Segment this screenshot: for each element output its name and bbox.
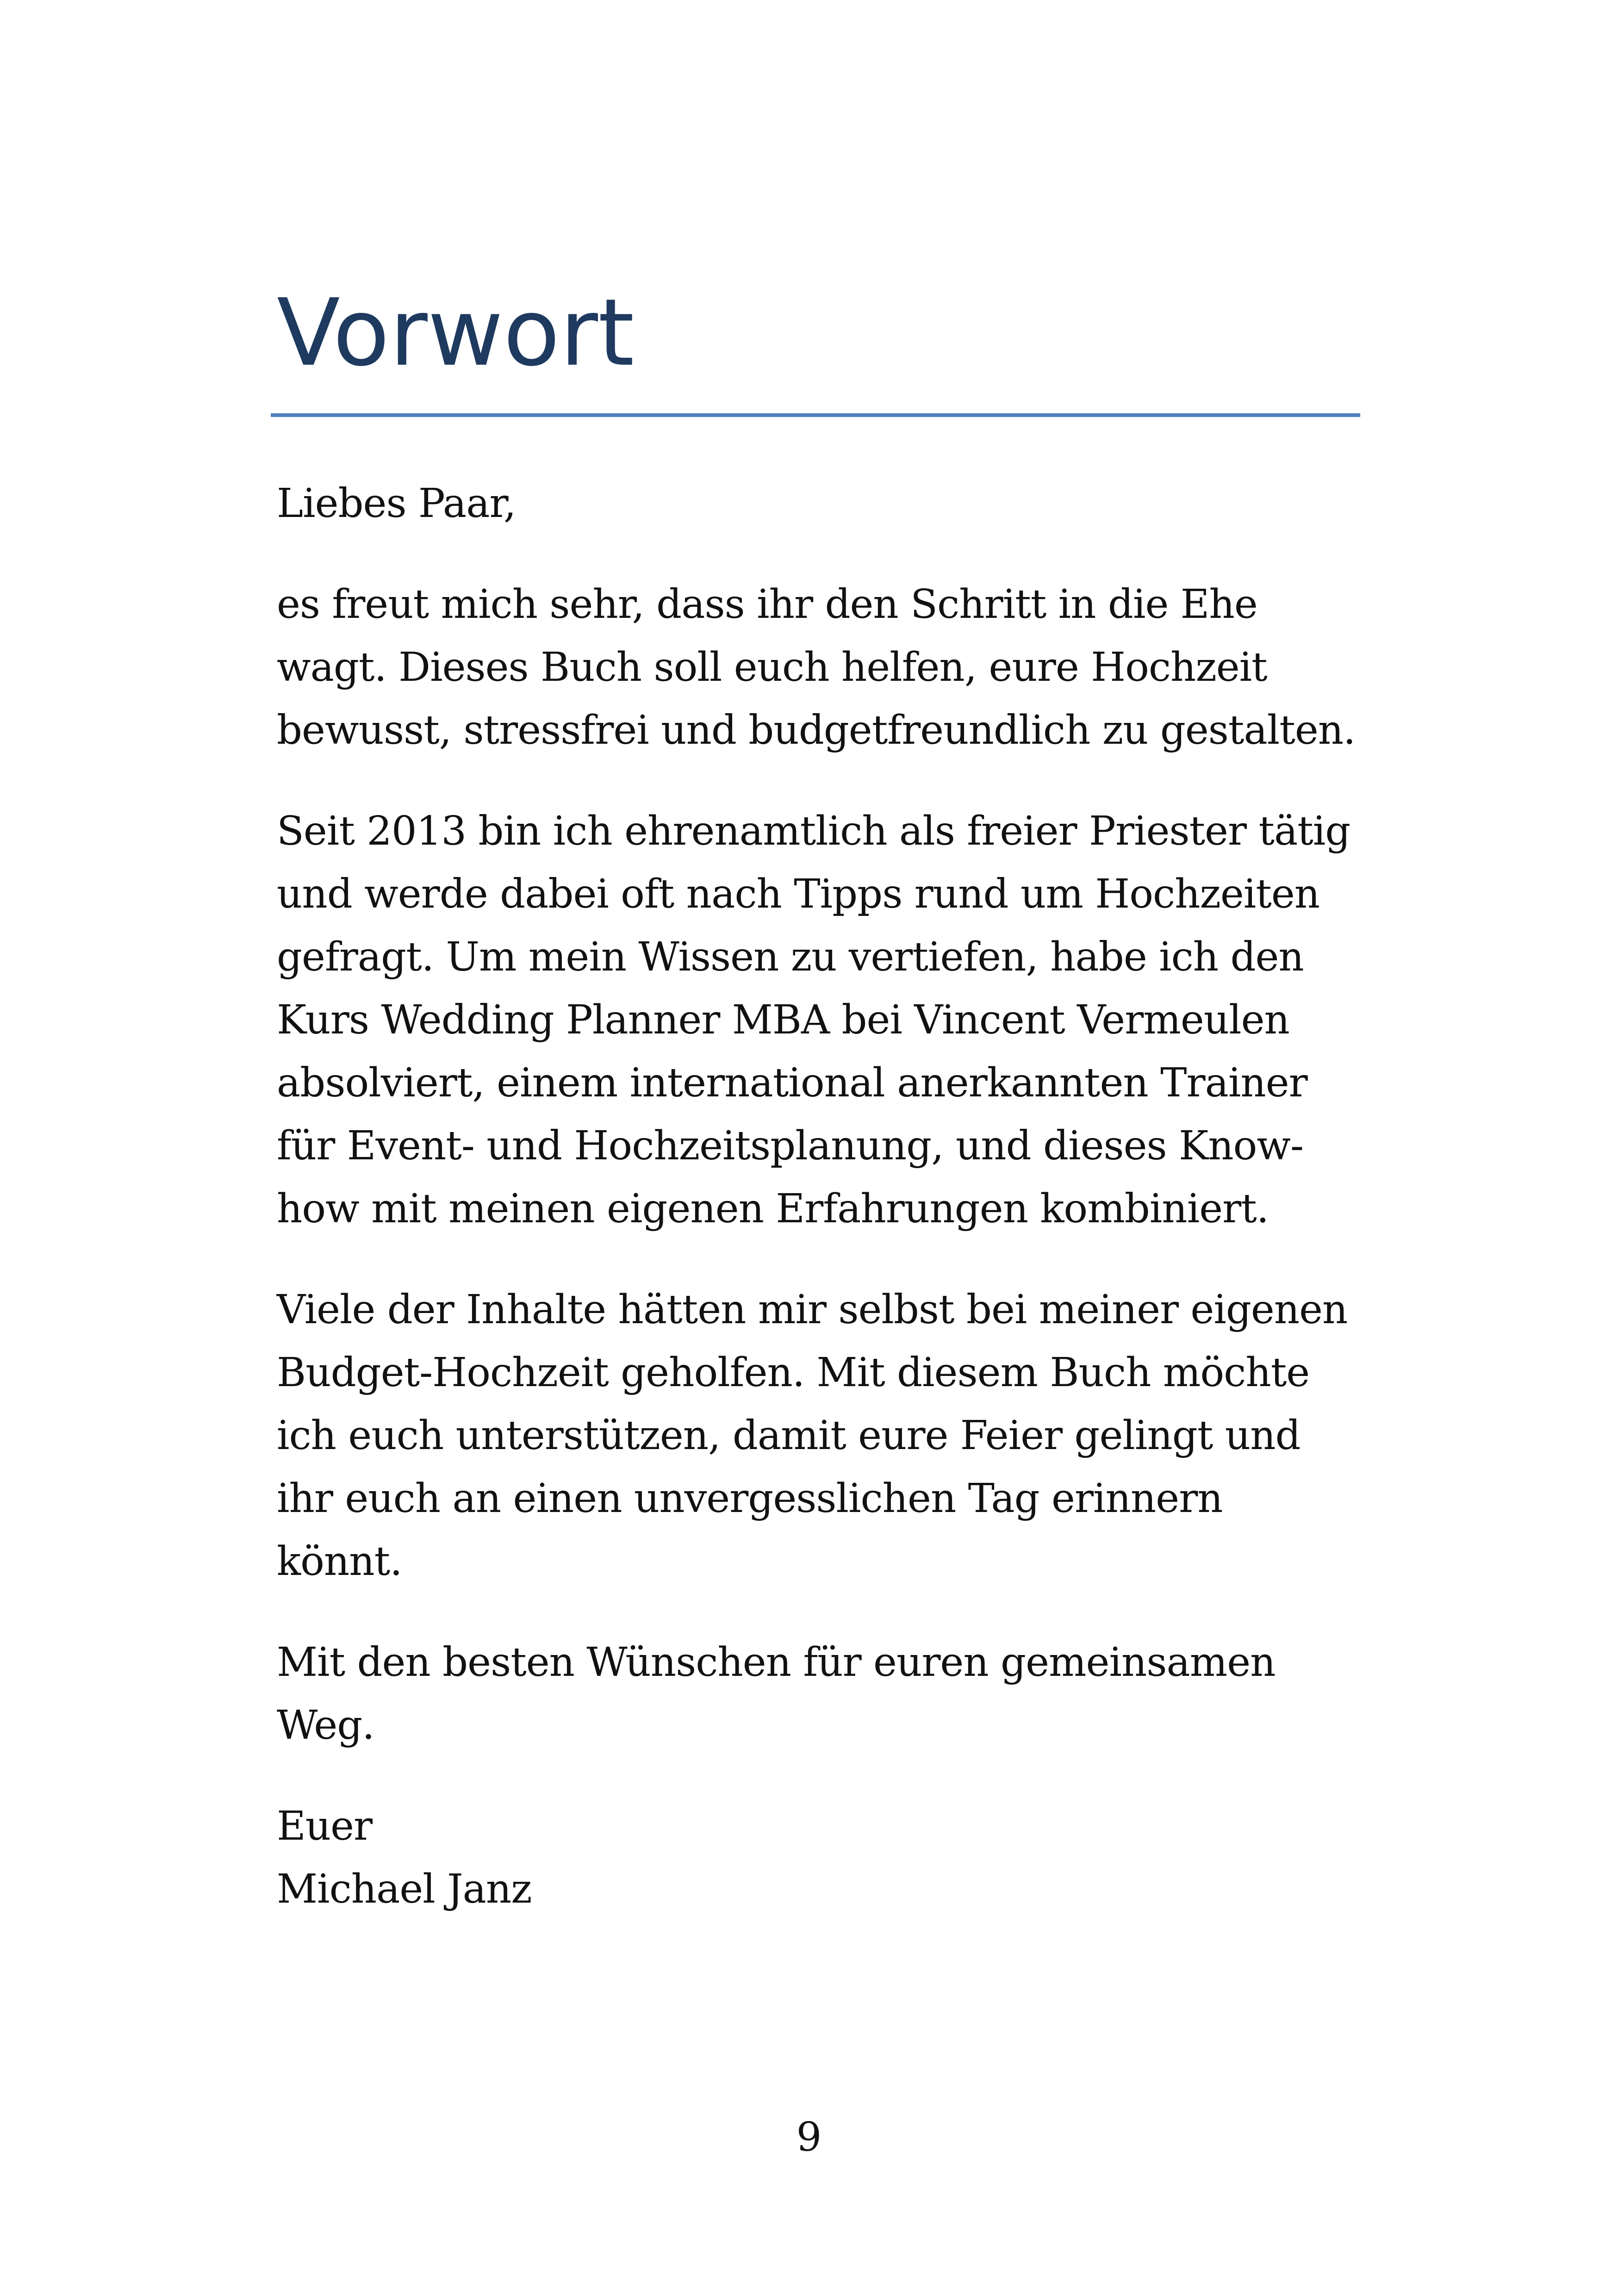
text-line: absolviert, einem international anerkannten Trainer [277,1060,1307,1106]
paragraph-background [277,800,1378,1240]
text-line: Kurs Wedding Planner MBA bei Vincent Vermeulen [277,997,1289,1043]
page-number: 9 [796,2114,822,2160]
chapter-title: Vorwort [277,279,635,387]
text-line: Seit 2013 bin ich ehrenamtlich als freier Priester tätig [277,808,1350,854]
text-line: für Event- und Hochzeitsplanung, und dieses Know- [277,1123,1304,1169]
text-line: Budget-Hochzeit geholfen. Mit diesem Buch möchte [277,1350,1310,1396]
paragraph-closing [277,1631,1378,1757]
signature-block [277,1795,1378,1921]
text-line: Weg. [277,1702,374,1748]
text-line: Liebes Paar, [277,480,516,527]
text-line: und werde dabei oft nach Tipps rund um Hochzeiten [277,871,1320,917]
text-line: könnt. [277,1538,402,1585]
author-name: Michael Janz [277,1866,532,1912]
text-line: how mit meinen eigenen Erfahrungen kombiniert. [277,1186,1269,1232]
signoff: Euer [277,1803,373,1849]
letter-body [277,472,1378,1959]
text-line: gefragt. Um mein Wissen zu vertiefen, habe ich den [277,934,1304,980]
text-line: Viele der Inhalte hätten mir selbst bei meiner eigenen [277,1287,1348,1333]
text-line: es freut mich sehr, dass ihr den Schritt in die Ehe [277,581,1257,628]
paragraph-intro [277,573,1378,762]
title-underline [271,413,1360,417]
paragraph-purpose [277,1278,1378,1593]
text-line: Mit den besten Wünschen für euren gemeinsamen [277,1639,1276,1686]
text-line: wagt. Dieses Buch soll euch helfen, eure Hochzeit [277,644,1267,691]
text-line: ich euch unterstützen, damit eure Feier gelingt und [277,1412,1301,1459]
text-line: bewusst, stressfrei und budgetfreundlich zu gestalten. [277,707,1356,753]
salutation [277,472,1378,535]
text-line: ihr euch an einen unvergesslichen Tag erinnern [277,1475,1223,1522]
